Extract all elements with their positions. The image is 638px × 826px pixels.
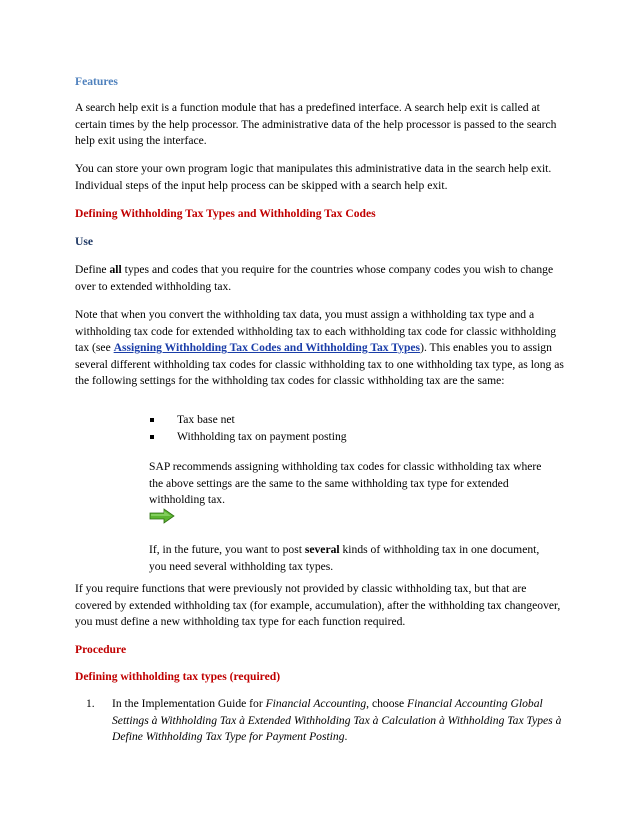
assigning-tax-codes-link[interactable]: Assigning Withholding Tax Codes and Withholding Tax Types	[113, 341, 421, 355]
settings-bullet-list	[150, 412, 470, 445]
bullet-square-icon	[150, 435, 154, 439]
step-number: 1.	[86, 697, 95, 710]
bold-text: several	[304, 543, 340, 556]
italic-text: Financial Accounting	[265, 697, 367, 710]
use-heading: Use	[75, 235, 94, 248]
recommendation-note: SAP recommends assigning withholding tax codes for classic withholding tax where the above settings are the same to the same withholding tax type for extended withholding tax.	[149, 460, 542, 507]
functions-paragraph: If you require functions that were previously not provided by classic withholding tax, but that are covered by extended withholding tax (for example, accumulation), after the withholding tax changeover, you must define a new withholding tax type for each function required.	[75, 582, 561, 629]
features-heading: Features	[75, 75, 118, 88]
menu-path: Financial Accounting Global Settings à Withholding Tax à Extended Withholding Tax à Calculation à Withholding Tax Types à Define Withholding Tax Type for Payment Posting	[112, 697, 562, 744]
procedure-step-1	[86, 696, 566, 746]
text-run: kinds of withholding tax in one document, you need several withholding tax types.	[149, 543, 540, 573]
step-text	[112, 696, 566, 746]
bullet-text: Withholding tax on payment posting	[177, 429, 347, 443]
text-run: In the Implementation Guide for	[112, 697, 266, 710]
bullet-text: Tax base net	[177, 413, 235, 426]
features-paragraph-2: You can store your own program logic that manipulates this administrative data in the search help exit. Individual steps of the input help process can be skipped with a search help exit.	[75, 162, 552, 192]
bold-text: all	[109, 263, 122, 276]
text-run: , choose	[366, 697, 408, 710]
features-paragraph-1: A search help exit is a function module that has a predefined interface. A search help exit is called at certain times by the help processor. The administrative data of the help processor is passed to the search help exit using the interface.	[75, 101, 557, 148]
future-note	[149, 542, 549, 575]
use-paragraph-define	[75, 262, 565, 295]
text-run: ). This enables you to assign several different withholding tax codes for classic withholding tax to one withholding tax type, as long as the following settings for the withholding tax codes for classic withholding tax are the same:	[75, 341, 564, 388]
use-paragraph-note	[75, 307, 565, 390]
text-run: .	[344, 730, 348, 744]
list-item	[150, 429, 470, 446]
bullet-square-icon	[150, 418, 154, 422]
text-run: Define	[75, 263, 110, 276]
right-arrow-icon	[149, 508, 175, 524]
text-run: Note that when you convert the withholding tax data, you must assign a withholding tax type and a withholding tax code for extended withholding tax to each withholding tax code for classic withholding tax (see	[75, 308, 557, 355]
section-heading: Defining Withholding Tax Types and Withholding Tax Codes	[75, 207, 376, 220]
procedure-heading: Procedure	[75, 643, 127, 656]
text-run: If, in the future, you want to post	[149, 543, 305, 556]
procedure-subheading: Defining withholding tax types (required)	[75, 670, 281, 683]
text-run: types and codes that you require for the countries whose company codes you wish to change over to extended withholding tax.	[75, 263, 554, 293]
list-item	[150, 412, 470, 429]
